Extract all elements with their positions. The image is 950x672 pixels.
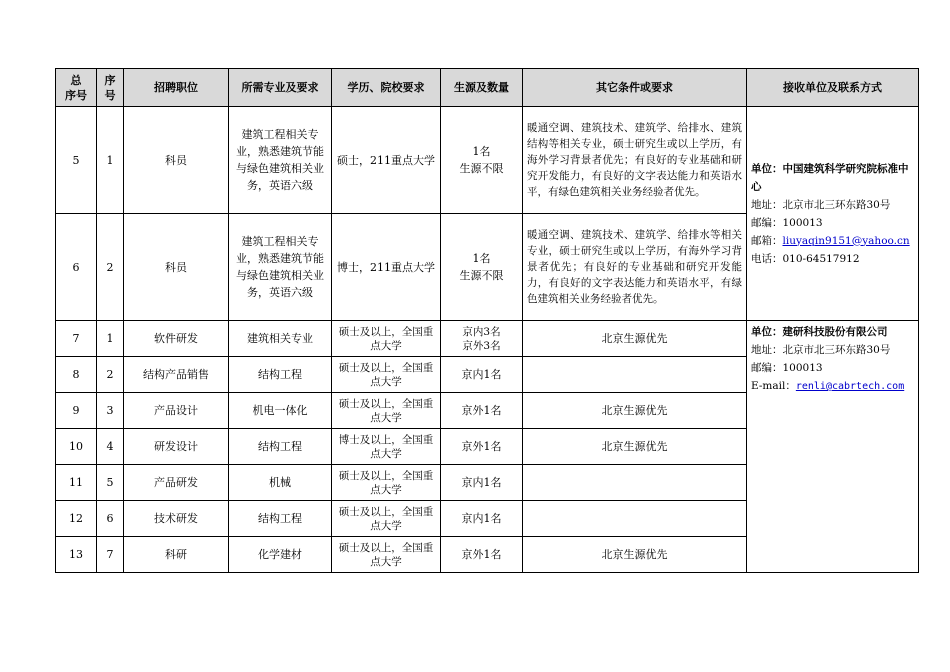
cell-position: 软件研发 (124, 321, 229, 357)
cell-major: 建筑工程相关专业，熟悉建筑节能与绿色建筑相关业务，英语六级 (229, 214, 332, 321)
cell-no: 1 (97, 107, 124, 214)
recruitment-table (55, 68, 919, 573)
cell-position: 科研 (124, 537, 229, 573)
cell-other: 北京生源优先 (523, 429, 747, 465)
cell-education: 硕士及以上，全国重点大学 (332, 501, 441, 537)
email-link[interactable]: liuyaqin9151@yahoo.cn (782, 234, 910, 247)
cell-total-no: 5 (56, 107, 97, 214)
contact-email: 邮箱：liuyaqin9151@yahoo.cn (751, 234, 910, 247)
cell-total-no: 11 (56, 465, 97, 501)
cell-education: 博士及以上，全国重点大学 (332, 429, 441, 465)
recruitment-table-page (55, 68, 919, 573)
cell-no: 6 (97, 501, 124, 537)
cell-position: 产品研发 (124, 465, 229, 501)
table-row (56, 321, 919, 357)
cell-no: 1 (97, 321, 124, 357)
table-row (56, 107, 919, 214)
cell-education: 硕士及以上，全国重点大学 (332, 465, 441, 501)
cell-major: 建筑工程相关专业，熟悉建筑节能与绿色建筑相关业务，英语六级 (229, 107, 332, 214)
cell-no: 3 (97, 393, 124, 429)
contact-unit: 单位：中国建筑科学研究院标准中心 (751, 162, 909, 193)
header-no: 序 号 (97, 69, 124, 107)
cell-major: 结构工程 (229, 429, 332, 465)
contact-address: 地址：北京市北三环东路30号 (751, 344, 891, 356)
cell-position: 结构产品销售 (124, 357, 229, 393)
cell-source: 京外1名 (441, 393, 523, 429)
cell-position: 科员 (124, 214, 229, 321)
cell-source: 1名 生源不限 (441, 107, 523, 214)
cell-other (523, 357, 747, 393)
contact-cell-cabrtech (747, 321, 919, 573)
cell-other (523, 501, 747, 537)
header-source: 生源及数量 (441, 69, 523, 107)
cell-no: 5 (97, 465, 124, 501)
cell-other: 北京生源优先 (523, 321, 747, 357)
cell-total-no: 12 (56, 501, 97, 537)
contact-postcode: 邮编：100013 (751, 362, 823, 374)
email-link[interactable]: renli@cabrtech.com (795, 381, 905, 392)
contact-address: 地址：北京市北三环东路30号 (751, 198, 891, 211)
header-education: 学历、院校要求 (332, 69, 441, 107)
cell-other: 暖通空调、建筑技术、建筑学、给排水等相关专业，硕士研究生或以上学历，有海外学习背景者优先；有良好的专业基础和研究开发能力，有良好的文字表达能力和英语水平，有绿色建筑相关业务经验者优先。 (523, 214, 747, 321)
cell-education: 硕士及以上，全国重点大学 (332, 393, 441, 429)
cell-total-no: 7 (56, 321, 97, 357)
header-position: 招聘职位 (124, 69, 229, 107)
header-other: 其它条件或要求 (523, 69, 747, 107)
header-contact: 接收单位及联系方式 (747, 69, 919, 107)
cell-education: 硕士及以上，全国重点大学 (332, 321, 441, 357)
cell-no: 7 (97, 537, 124, 573)
cell-position: 科员 (124, 107, 229, 214)
cell-position: 技术研发 (124, 501, 229, 537)
cell-other: 北京生源优先 (523, 393, 747, 429)
cell-major: 建筑相关专业 (229, 321, 332, 357)
cell-total-no: 10 (56, 429, 97, 465)
cell-major: 结构工程 (229, 357, 332, 393)
cell-major: 机械 (229, 465, 332, 501)
cell-total-no: 6 (56, 214, 97, 321)
cell-education: 博士，211重点大学 (332, 214, 441, 321)
cell-no: 2 (97, 214, 124, 321)
cell-position: 研发设计 (124, 429, 229, 465)
cell-no: 2 (97, 357, 124, 393)
cell-other: 北京生源优先 (523, 537, 747, 573)
cell-major: 机电一体化 (229, 393, 332, 429)
cell-source: 京内1名 (441, 357, 523, 393)
header-major: 所需专业及要求 (229, 69, 332, 107)
contact-unit: 单位：建研科技股份有限公司 (751, 326, 888, 338)
cell-source: 京内1名 (441, 465, 523, 501)
cell-source: 京内3名 京外3名 (441, 321, 523, 357)
cell-position: 产品设计 (124, 393, 229, 429)
contact-email: E-mail：renli@cabrtech.com (751, 380, 905, 392)
cell-source: 1名 生源不限 (441, 214, 523, 321)
cell-source: 京外1名 (441, 429, 523, 465)
cell-major: 结构工程 (229, 501, 332, 537)
cell-total-no: 13 (56, 537, 97, 573)
cell-no: 4 (97, 429, 124, 465)
header-total-no: 总 序号 (56, 69, 97, 107)
cell-total-no: 9 (56, 393, 97, 429)
cell-major: 化学建材 (229, 537, 332, 573)
contact-cell-cabr-standards (747, 107, 919, 321)
contact-phone: 电话：010-64517912 (751, 252, 860, 265)
cell-education: 硕士及以上，全国重点大学 (332, 357, 441, 393)
cell-education: 硕士，211重点大学 (332, 107, 441, 214)
cell-source: 京外1名 (441, 537, 523, 573)
cell-source: 京内1名 (441, 501, 523, 537)
header-row (56, 69, 919, 107)
cell-total-no: 8 (56, 357, 97, 393)
cell-other (523, 465, 747, 501)
cell-education: 硕士及以上，全国重点大学 (332, 537, 441, 573)
contact-postcode: 邮编：100013 (751, 216, 823, 229)
cell-other: 暖通空调、建筑技术、建筑学、给排水、建筑结构等相关专业，硕士研究生或以上学历，有海外学习背景者优先；有良好的专业基础和研究开发能力，有良好的文字表达能力和英语水平，有绿色建筑相关业务经验者优先。 (523, 107, 747, 214)
